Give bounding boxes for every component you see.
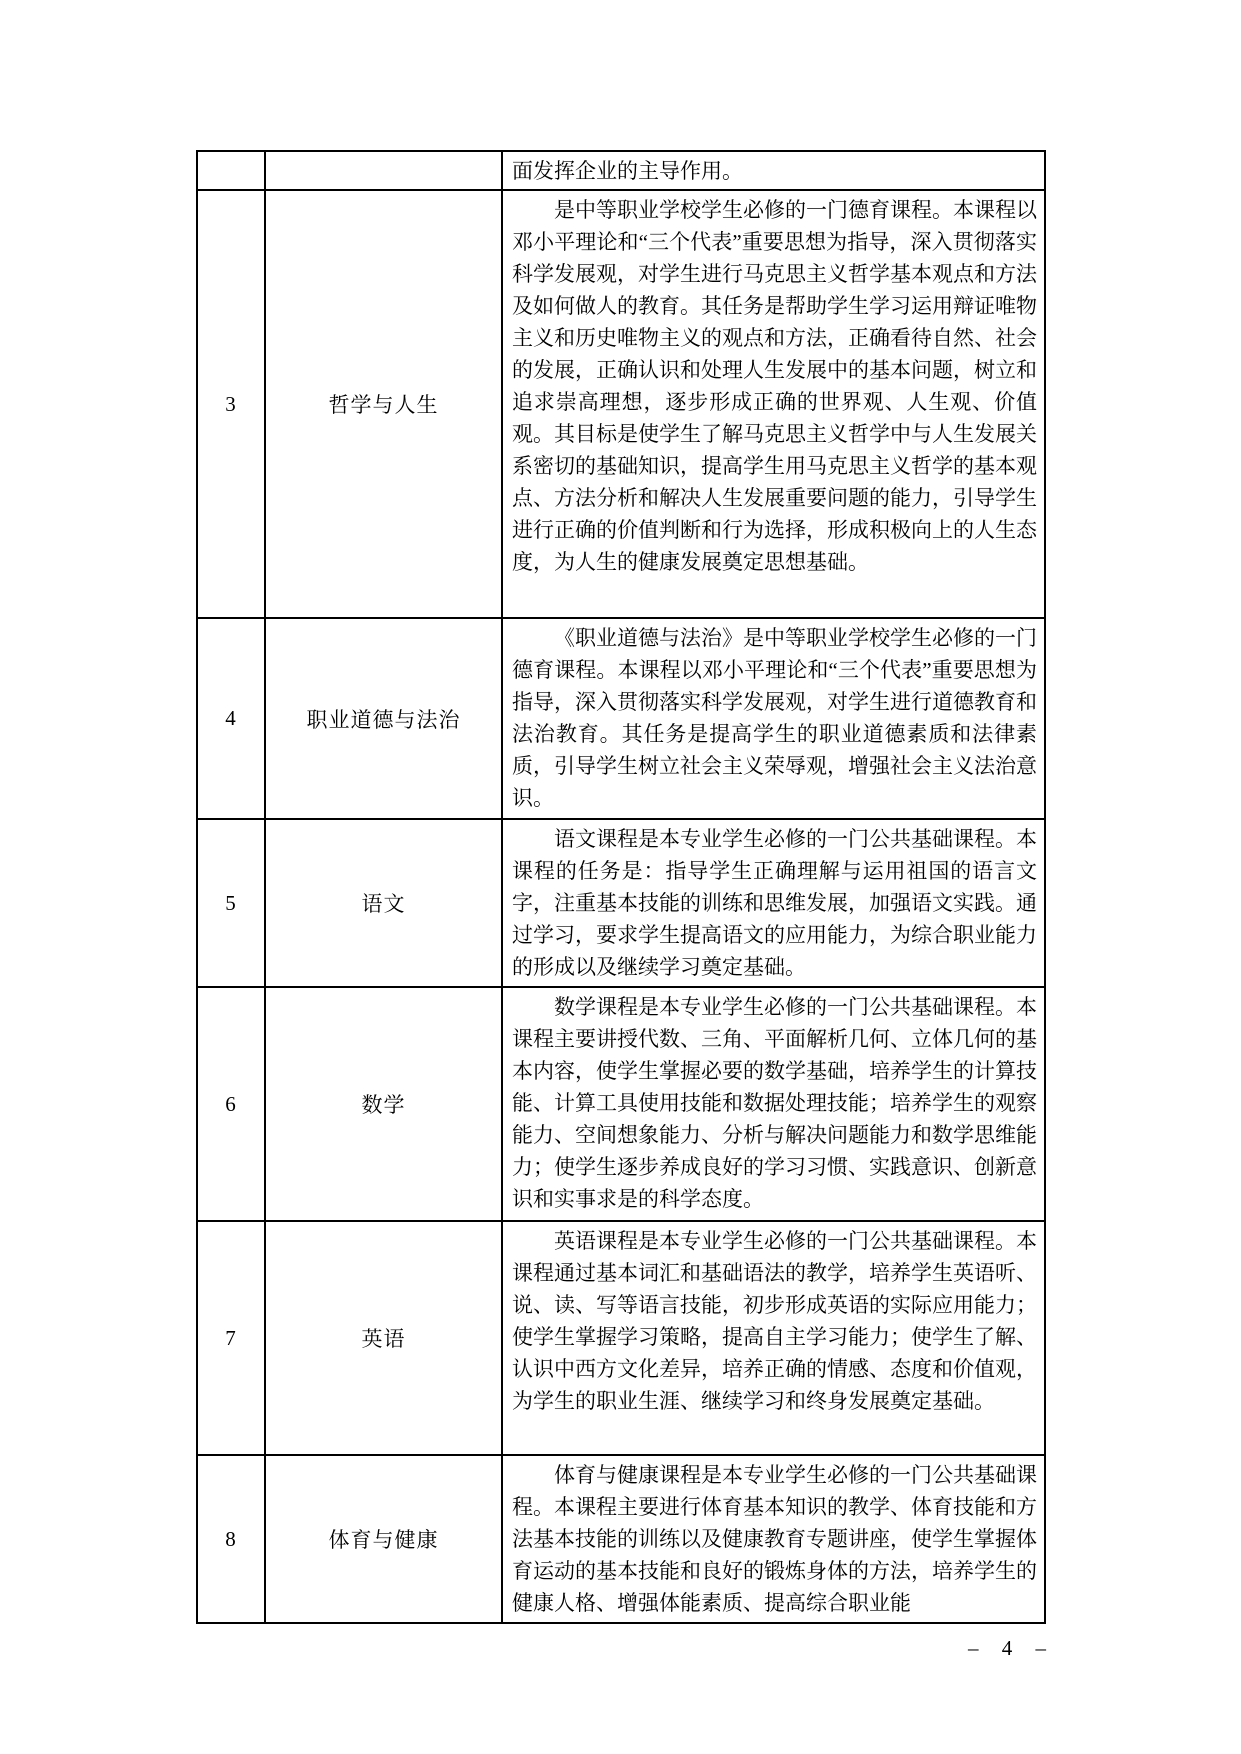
course-description: 英语课程是本专业学生必修的一门公共基础课程。本课程通过基本词汇和基础语法的教学，培养学生英语听、说、读、写等语言技能，初步形成英语的实际应用能力；使学生掌握学习策略，提高自主学习能力；使学生了解、认识中西方文化差异，培养正确的情感、态度和价值观，为学生的职业生涯、继续学习和终身发展奠定基础。	[512, 1229, 1037, 1413]
course-description: 《职业道德与法治》是中等职业学校学生必修的一门德育课程。本课程以邓小平理论和“三个代表”重要思想为指导，深入贯彻落实科学发展观，对学生进行道德教育和法治教育。其任务是提高学生的职业道德素质和法律素质，引导学生树立社会主义荣辱观，增强社会主义法治意识。	[512, 626, 1037, 810]
table-row	[197, 1455, 1045, 1623]
course-description: 面发挥企业的主导作用。	[512, 159, 743, 183]
row-number-cell: 3	[197, 190, 265, 618]
course-description: 体育与健康课程是本专业学生必修的一门公共基础课程。本课程主要进行体育基本知识的教学、体育技能和方法基本技能的训练以及健康教育专题讲座，使学生掌握体育运动的基本技能和良好的锻炼身体的方法，培养学生的健康人格、增强体能素质、提高综合职业能	[512, 1463, 1037, 1615]
row-number-cell: 6	[197, 987, 265, 1221]
course-name-cell: 职业道德与法治	[265, 618, 502, 819]
table-row	[197, 190, 1045, 618]
table-row	[197, 987, 1045, 1221]
row-number-cell: 4	[197, 618, 265, 819]
course-name-cell: 哲学与人生	[265, 190, 502, 618]
course-description-cell	[502, 190, 1045, 618]
course-name-cell: 数学	[265, 987, 502, 1221]
course-description-cell	[502, 1221, 1045, 1455]
course-description-cell	[502, 1455, 1045, 1623]
course-description-cell	[502, 987, 1045, 1221]
course-description: 语文课程是本专业学生必修的一门公共基础课程。本课程的任务是：指导学生正确理解与运用祖国的语言文字，注重基本技能的训练和思维发展，加强语文实践。通过学习，要求学生提高语文的应用能力，为综合职业能力的形成以及继续学习奠定基础。	[512, 827, 1037, 979]
table-row	[197, 618, 1045, 819]
course-description-cell	[502, 819, 1045, 987]
table-row	[197, 1221, 1045, 1455]
table-row-continuation	[197, 151, 1045, 190]
course-description-cell	[502, 151, 1045, 190]
course-description-cell	[502, 618, 1045, 819]
course-description: 是中等职业学校学生必修的一门德育课程。本课程以邓小平理论和“三个代表”重要思想为指导，深入贯彻落实科学发展观，对学生进行马克思主义哲学基本观点和方法及如何做人的教育。其任务是帮助学生学习运用辩证唯物主义和历史唯物主义的观点和方法，正确看待自然、社会的发展，正确认识和处理人生发展中的基本问题，树立和追求崇高理想，逐步形成正确的世界观、人生观、价值观。其目标是使学生了解马克思主义哲学中与人生发展关系密切的基础知识，提高学生用马克思主义哲学的基本观点、方法分析和解决人生发展重要问题的能力，引导学生进行正确的价值判断和行为选择，形成积极向上的人生态度，为人生的健康发展奠定思想基础。	[512, 198, 1037, 574]
row-number-cell: 5	[197, 819, 265, 987]
row-number-cell: 7	[197, 1221, 265, 1455]
table-row	[197, 819, 1045, 987]
course-name-cell: 英语	[265, 1221, 502, 1455]
course-table	[196, 150, 1046, 1624]
course-name-cell: 体育与健康	[265, 1455, 502, 1623]
page-number: – 4 –	[968, 1636, 1055, 1660]
row-number-cell: 8	[197, 1455, 265, 1623]
course-name-cell: 语文	[265, 819, 502, 987]
row-number-cell	[197, 151, 265, 190]
course-description: 数学课程是本专业学生必修的一门公共基础课程。本课程主要讲授代数、三角、平面解析几何、立体几何的基本内容，使学生掌握必要的数学基础，培养学生的计算技能、计算工具使用技能和数据处理技能；培养学生的观察能力、空间想象能力、分析与解决问题能力和数学思维能力；使学生逐步养成良好的学习习惯、实践意识、创新意识和实事求是的科学态度。	[512, 995, 1037, 1211]
course-name-cell	[265, 151, 502, 190]
